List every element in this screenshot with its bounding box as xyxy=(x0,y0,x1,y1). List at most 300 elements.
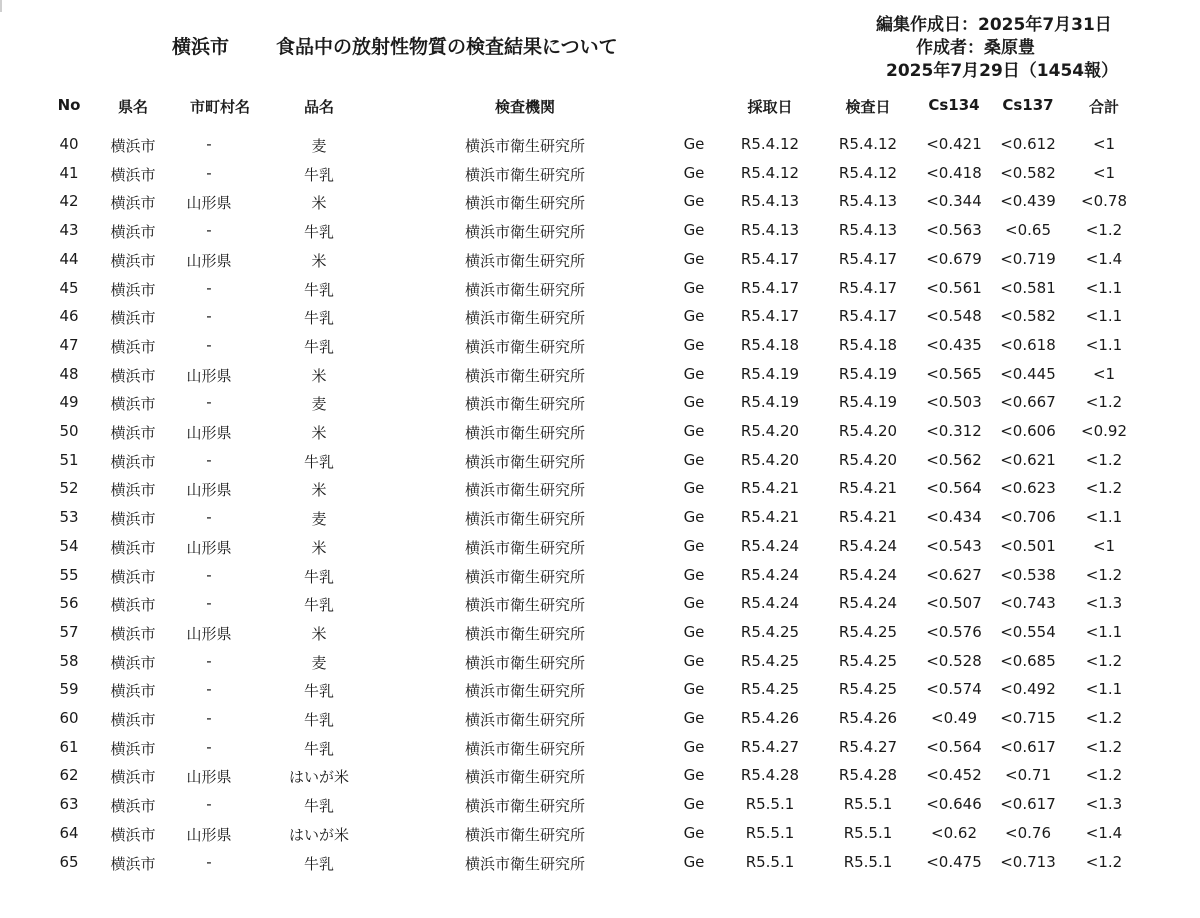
row-no: 62 xyxy=(59,766,79,785)
row-no: 58 xyxy=(59,651,79,670)
row-prefecture: 横浜市 xyxy=(110,395,156,414)
row-no: 64 xyxy=(59,823,79,842)
row-no: 48 xyxy=(59,364,79,383)
row-municipality: - xyxy=(206,335,212,354)
row-municipality: 山形県 xyxy=(186,366,232,385)
row-total: <1.4 xyxy=(1085,823,1123,842)
header-test-date: 検査日 xyxy=(845,98,891,116)
row-total: <1.3 xyxy=(1085,594,1123,613)
row-prefecture: 横浜市 xyxy=(110,481,156,500)
row-no: 65 xyxy=(59,852,79,871)
row-municipality: - xyxy=(206,508,212,527)
row-cs134: <0.574 xyxy=(926,680,982,699)
row-no: 55 xyxy=(59,565,79,584)
row-lab: 横浜市衛生研究所 xyxy=(464,251,585,270)
row-method: Ge xyxy=(683,364,705,383)
row-method: Ge xyxy=(683,192,705,211)
row-test-date: R5.4.24 xyxy=(838,594,898,613)
row-method: Ge xyxy=(683,335,705,354)
row-total: <1.1 xyxy=(1085,335,1123,354)
row-no: 42 xyxy=(59,192,79,211)
row-prefecture: 横浜市 xyxy=(110,624,156,643)
row-test-date: R5.4.17 xyxy=(838,307,898,326)
row-method: Ge xyxy=(683,450,705,469)
table-row xyxy=(0,791,1200,817)
row-test-date: R5.4.19 xyxy=(838,393,898,412)
row-test-date: R5.4.13 xyxy=(838,221,898,240)
row-prefecture: 横浜市 xyxy=(110,510,156,529)
row-no: 50 xyxy=(59,422,79,440)
row-cs137: <0.685 xyxy=(1000,651,1056,670)
row-total: <0.92 xyxy=(1081,422,1127,440)
row-no: 41 xyxy=(59,163,79,182)
row-item: 牛乳 xyxy=(303,165,334,184)
row-sample-date: R5.4.13 xyxy=(740,192,800,211)
row-prefecture: 横浜市 xyxy=(110,137,156,155)
row-sample-date: R5.4.26 xyxy=(740,709,800,727)
row-lab: 横浜市衛生研究所 xyxy=(464,424,585,442)
row-no: 52 xyxy=(59,479,79,498)
row-municipality: - xyxy=(206,594,212,613)
row-total: <1.1 xyxy=(1085,622,1123,641)
row-no: 59 xyxy=(59,680,79,699)
row-lab: 横浜市衛生研究所 xyxy=(464,337,585,356)
row-lab: 横浜市衛生研究所 xyxy=(464,280,585,299)
row-lab: 横浜市衛生研究所 xyxy=(464,223,585,242)
report-date: 2025年7月29日（1454報） xyxy=(886,61,1119,81)
row-method: Ge xyxy=(683,852,705,871)
row-cs134: <0.679 xyxy=(926,249,982,268)
row-item: 麦 xyxy=(311,395,327,414)
row-sample-date: R5.4.12 xyxy=(740,163,800,182)
row-prefecture: 横浜市 xyxy=(110,711,156,729)
row-sample-date: R5.5.1 xyxy=(745,795,795,814)
row-item: はいが米 xyxy=(288,825,349,844)
row-cs137: <0.582 xyxy=(1000,307,1056,326)
row-cs134: <0.435 xyxy=(926,335,982,354)
row-cs137: <0.501 xyxy=(1000,536,1056,555)
row-municipality: - xyxy=(206,135,212,153)
row-lab: 横浜市衛生研究所 xyxy=(464,452,585,471)
row-cs137: <0.618 xyxy=(1000,335,1056,354)
row-cs137: <0.439 xyxy=(1000,192,1056,211)
table-row xyxy=(0,562,1200,588)
row-no: 43 xyxy=(59,221,79,240)
row-total: <0.78 xyxy=(1081,192,1127,211)
row-no: 46 xyxy=(59,307,79,326)
row-sample-date: R5.4.20 xyxy=(740,450,800,469)
row-method: Ge xyxy=(683,422,705,440)
row-sample-date: R5.4.18 xyxy=(740,335,800,354)
row-sample-date: R5.4.13 xyxy=(740,221,800,240)
row-item: 米 xyxy=(311,194,327,213)
scan-mark xyxy=(0,0,2,12)
row-total: <1 xyxy=(1092,135,1116,153)
row-municipality: - xyxy=(206,737,212,756)
row-cs134: <0.503 xyxy=(926,393,982,412)
row-item: 米 xyxy=(311,366,327,385)
row-lab: 横浜市衛生研究所 xyxy=(464,711,585,729)
table-row xyxy=(0,676,1200,702)
row-total: <1.1 xyxy=(1085,307,1123,326)
table-row xyxy=(0,188,1200,214)
row-municipality: - xyxy=(206,852,212,871)
row-cs137: <0.538 xyxy=(1000,565,1056,584)
row-method: Ge xyxy=(683,737,705,756)
row-sample-date: R5.5.1 xyxy=(745,852,795,871)
row-cs134: <0.548 xyxy=(926,307,982,326)
row-prefecture: 横浜市 xyxy=(110,596,156,615)
row-lab: 横浜市衛生研究所 xyxy=(464,510,585,529)
row-method: Ge xyxy=(683,651,705,670)
row-method: Ge xyxy=(683,565,705,584)
row-cs134: <0.418 xyxy=(926,163,982,182)
row-cs134: <0.452 xyxy=(926,766,982,785)
row-cs137: <0.71 xyxy=(1005,766,1051,785)
row-cs134: <0.562 xyxy=(926,450,982,469)
row-lab: 横浜市衛生研究所 xyxy=(464,538,585,557)
row-total: <1.2 xyxy=(1085,709,1123,727)
row-prefecture: 横浜市 xyxy=(110,825,156,844)
row-total: <1 xyxy=(1092,536,1116,555)
row-lab: 横浜市衛生研究所 xyxy=(464,137,585,155)
row-prefecture: 横浜市 xyxy=(110,223,156,242)
row-total: <1.4 xyxy=(1085,249,1123,268)
row-prefecture: 横浜市 xyxy=(110,682,156,701)
row-cs134: <0.564 xyxy=(926,479,982,498)
row-prefecture: 横浜市 xyxy=(110,567,156,586)
row-total: <1.2 xyxy=(1085,479,1123,498)
row-total: <1.2 xyxy=(1085,450,1123,469)
row-item: 米 xyxy=(311,424,327,442)
row-sample-date: R5.5.1 xyxy=(745,823,795,842)
row-cs134: <0.563 xyxy=(926,221,982,240)
row-sample-date: R5.4.17 xyxy=(740,278,800,297)
row-municipality: - xyxy=(206,709,212,727)
row-total: <1 xyxy=(1092,163,1116,182)
row-prefecture: 横浜市 xyxy=(110,337,156,356)
row-cs137: <0.65 xyxy=(1005,221,1051,240)
row-no: 45 xyxy=(59,278,79,297)
table-row xyxy=(0,131,1200,157)
table-row xyxy=(0,734,1200,760)
row-lab: 横浜市衛生研究所 xyxy=(464,624,585,643)
table-row xyxy=(0,418,1200,444)
row-cs134: <0.475 xyxy=(926,852,982,871)
row-item: 麦 xyxy=(311,510,327,529)
header-prefecture: 県名 xyxy=(117,98,148,116)
page-title: 食品中の放射性物質の検査結果について xyxy=(276,36,618,58)
row-sample-date: R5.4.24 xyxy=(740,565,800,584)
row-total: <1.2 xyxy=(1085,393,1123,412)
table-row xyxy=(0,762,1200,788)
row-cs137: <0.582 xyxy=(1000,163,1056,182)
row-no: 44 xyxy=(59,249,79,268)
row-method: Ge xyxy=(683,823,705,842)
row-prefecture: 横浜市 xyxy=(110,768,156,787)
row-test-date: R5.4.13 xyxy=(838,192,898,211)
row-test-date: R5.4.25 xyxy=(838,680,898,699)
row-item: 牛乳 xyxy=(303,596,334,615)
row-method: Ge xyxy=(683,135,705,153)
row-cs137: <0.715 xyxy=(1000,709,1056,727)
row-total: <1.1 xyxy=(1085,508,1123,527)
row-no: 56 xyxy=(59,594,79,613)
header-sample-date: 採取日 xyxy=(747,98,793,116)
row-lab: 横浜市衛生研究所 xyxy=(464,165,585,184)
row-prefecture: 横浜市 xyxy=(110,309,156,328)
row-cs137: <0.581 xyxy=(1000,278,1056,297)
table-row xyxy=(0,590,1200,616)
row-item: 牛乳 xyxy=(303,682,334,701)
row-lab: 横浜市衛生研究所 xyxy=(464,481,585,500)
row-prefecture: 横浜市 xyxy=(110,424,156,442)
row-municipality: 山形県 xyxy=(186,424,232,442)
row-sample-date: R5.4.25 xyxy=(740,680,800,699)
row-municipality: - xyxy=(206,221,212,240)
row-cs137: <0.612 xyxy=(1000,135,1056,153)
row-municipality: 山形県 xyxy=(186,768,232,787)
row-test-date: R5.4.28 xyxy=(838,766,898,785)
row-method: Ge xyxy=(683,508,705,527)
table-row xyxy=(0,275,1200,301)
row-method: Ge xyxy=(683,795,705,814)
row-test-date: R5.4.12 xyxy=(838,135,898,153)
row-test-date: R5.4.25 xyxy=(838,651,898,670)
row-municipality: - xyxy=(206,450,212,469)
row-sample-date: R5.4.19 xyxy=(740,393,800,412)
row-method: Ge xyxy=(683,221,705,240)
row-item: 牛乳 xyxy=(303,711,334,729)
table-row xyxy=(0,648,1200,674)
table-row xyxy=(0,303,1200,329)
table-row xyxy=(0,447,1200,473)
header-municipality: 市町村名 xyxy=(189,98,250,116)
row-no: 63 xyxy=(59,795,79,814)
header-total: 合計 xyxy=(1088,98,1119,116)
row-total: <1.2 xyxy=(1085,651,1123,670)
table-row xyxy=(0,361,1200,387)
row-lab: 横浜市衛生研究所 xyxy=(464,854,585,873)
row-method: Ge xyxy=(683,536,705,555)
row-sample-date: R5.4.25 xyxy=(740,651,800,670)
row-cs137: <0.76 xyxy=(1005,823,1051,842)
header-lab: 検査機関 xyxy=(494,98,555,116)
row-cs134: <0.344 xyxy=(926,192,982,211)
row-total: <1.1 xyxy=(1085,680,1123,699)
row-no: 61 xyxy=(59,737,79,756)
row-no: 57 xyxy=(59,622,79,641)
row-item: 牛乳 xyxy=(303,337,334,356)
row-cs137: <0.606 xyxy=(1000,422,1056,440)
title-city: 横浜市 xyxy=(172,36,230,58)
row-item: 麦 xyxy=(311,653,327,672)
row-municipality: - xyxy=(206,307,212,326)
row-lab: 横浜市衛生研究所 xyxy=(464,309,585,328)
table-row xyxy=(0,849,1200,875)
row-no: 49 xyxy=(59,393,79,412)
row-municipality: 山形県 xyxy=(186,481,232,500)
table-row xyxy=(0,533,1200,559)
table-row xyxy=(0,705,1200,731)
header-item: 品名 xyxy=(303,98,334,116)
row-item: 牛乳 xyxy=(303,309,334,328)
row-method: Ge xyxy=(683,249,705,268)
row-prefecture: 横浜市 xyxy=(110,538,156,557)
table-row xyxy=(0,820,1200,846)
row-cs137: <0.445 xyxy=(1000,364,1056,383)
row-lab: 横浜市衛生研究所 xyxy=(464,395,585,414)
row-sample-date: R5.4.19 xyxy=(740,364,800,383)
row-no: 51 xyxy=(59,450,79,469)
row-sample-date: R5.4.24 xyxy=(740,536,800,555)
row-municipality: 山形県 xyxy=(186,194,232,213)
row-cs137: <0.617 xyxy=(1000,795,1056,814)
header-cs134: Cs134 xyxy=(928,96,980,114)
row-prefecture: 横浜市 xyxy=(110,452,156,471)
row-test-date: R5.4.27 xyxy=(838,737,898,756)
row-test-date: R5.5.1 xyxy=(843,852,893,871)
row-prefecture: 横浜市 xyxy=(110,653,156,672)
row-prefecture: 横浜市 xyxy=(110,194,156,213)
row-total: <1.2 xyxy=(1085,737,1123,756)
table-row xyxy=(0,217,1200,243)
row-cs137: <0.623 xyxy=(1000,479,1056,498)
row-lab: 横浜市衛生研究所 xyxy=(464,682,585,701)
row-total: <1.1 xyxy=(1085,278,1123,297)
table-row xyxy=(0,619,1200,645)
row-sample-date: R5.4.20 xyxy=(740,422,800,440)
row-municipality: 山形県 xyxy=(186,825,232,844)
row-test-date: R5.4.24 xyxy=(838,565,898,584)
row-method: Ge xyxy=(683,278,705,297)
row-total: <1.2 xyxy=(1085,852,1123,871)
row-municipality: - xyxy=(206,680,212,699)
row-no: 40 xyxy=(59,135,79,153)
row-item: 牛乳 xyxy=(303,854,334,873)
row-lab: 横浜市衛生研究所 xyxy=(464,567,585,586)
row-total: <1.2 xyxy=(1085,766,1123,785)
row-test-date: R5.4.24 xyxy=(838,536,898,555)
row-lab: 横浜市衛生研究所 xyxy=(464,194,585,213)
row-test-date: R5.4.19 xyxy=(838,364,898,383)
row-item: 牛乳 xyxy=(303,797,334,816)
row-lab: 横浜市衛生研究所 xyxy=(464,825,585,844)
row-cs134: <0.627 xyxy=(926,565,982,584)
row-item: 牛乳 xyxy=(303,567,334,586)
row-cs134: <0.507 xyxy=(926,594,982,613)
row-method: Ge xyxy=(683,307,705,326)
row-prefecture: 横浜市 xyxy=(110,280,156,299)
row-item: 牛乳 xyxy=(303,223,334,242)
table-row xyxy=(0,389,1200,415)
row-cs137: <0.713 xyxy=(1000,852,1056,871)
row-sample-date: R5.4.17 xyxy=(740,249,800,268)
row-method: Ge xyxy=(683,622,705,641)
table-row xyxy=(0,475,1200,501)
row-total: <1 xyxy=(1092,364,1116,383)
header-cs137: Cs137 xyxy=(1002,96,1054,114)
row-item: 米 xyxy=(311,481,327,500)
row-test-date: R5.4.20 xyxy=(838,422,898,440)
row-no: 47 xyxy=(59,335,79,354)
row-cs134: <0.565 xyxy=(926,364,982,383)
row-method: Ge xyxy=(683,680,705,699)
row-test-date: R5.4.17 xyxy=(838,249,898,268)
row-item: 牛乳 xyxy=(303,280,334,299)
row-municipality: 山形県 xyxy=(186,624,232,643)
row-municipality: 山形県 xyxy=(186,251,232,270)
row-method: Ge xyxy=(683,393,705,412)
row-item: 米 xyxy=(311,251,327,270)
row-sample-date: R5.4.25 xyxy=(740,622,800,641)
row-total: <1.2 xyxy=(1085,221,1123,240)
row-test-date: R5.4.18 xyxy=(838,335,898,354)
row-sample-date: R5.4.17 xyxy=(740,307,800,326)
row-lab: 横浜市衛生研究所 xyxy=(464,366,585,385)
author: 作成者：桑原豊 xyxy=(916,38,1035,58)
row-cs134: <0.62 xyxy=(931,823,977,842)
row-method: Ge xyxy=(683,594,705,613)
row-test-date: R5.5.1 xyxy=(843,823,893,842)
row-cs134: <0.49 xyxy=(931,709,977,727)
row-municipality: - xyxy=(206,163,212,182)
row-municipality: 山形県 xyxy=(186,538,232,557)
row-sample-date: R5.4.12 xyxy=(740,135,800,153)
row-method: Ge xyxy=(683,479,705,498)
row-prefecture: 横浜市 xyxy=(110,165,156,184)
row-prefecture: 横浜市 xyxy=(110,854,156,873)
row-lab: 横浜市衛生研究所 xyxy=(464,596,585,615)
row-test-date: R5.4.20 xyxy=(838,450,898,469)
row-cs137: <0.621 xyxy=(1000,450,1056,469)
row-item: 牛乳 xyxy=(303,739,334,758)
row-lab: 横浜市衛生研究所 xyxy=(464,797,585,816)
row-cs134: <0.564 xyxy=(926,737,982,756)
row-method: Ge xyxy=(683,766,705,785)
row-no: 60 xyxy=(59,709,79,727)
row-cs134: <0.561 xyxy=(926,278,982,297)
row-cs137: <0.554 xyxy=(1000,622,1056,641)
row-cs134: <0.576 xyxy=(926,622,982,641)
row-cs134: <0.421 xyxy=(926,135,982,153)
row-municipality: - xyxy=(206,651,212,670)
row-test-date: R5.4.17 xyxy=(838,278,898,297)
row-sample-date: R5.4.21 xyxy=(740,508,800,527)
row-test-date: R5.4.26 xyxy=(838,709,898,727)
row-municipality: - xyxy=(206,278,212,297)
row-item: 麦 xyxy=(311,137,327,155)
row-cs137: <0.492 xyxy=(1000,680,1056,699)
row-sample-date: R5.4.24 xyxy=(740,594,800,613)
row-total: <1.2 xyxy=(1085,565,1123,584)
row-item: 牛乳 xyxy=(303,452,334,471)
header-no: No xyxy=(57,96,81,114)
row-cs134: <0.543 xyxy=(926,536,982,555)
row-cs134: <0.312 xyxy=(926,422,982,440)
row-cs134: <0.646 xyxy=(926,795,982,814)
row-item: はいが米 xyxy=(288,768,349,787)
row-method: Ge xyxy=(683,709,705,727)
row-lab: 横浜市衛生研究所 xyxy=(464,739,585,758)
row-lab: 横浜市衛生研究所 xyxy=(464,768,585,787)
table-row xyxy=(0,504,1200,530)
table-row xyxy=(0,160,1200,186)
row-municipality: - xyxy=(206,795,212,814)
row-cs137: <0.743 xyxy=(1000,594,1056,613)
row-sample-date: R5.4.27 xyxy=(740,737,800,756)
row-prefecture: 横浜市 xyxy=(110,366,156,385)
